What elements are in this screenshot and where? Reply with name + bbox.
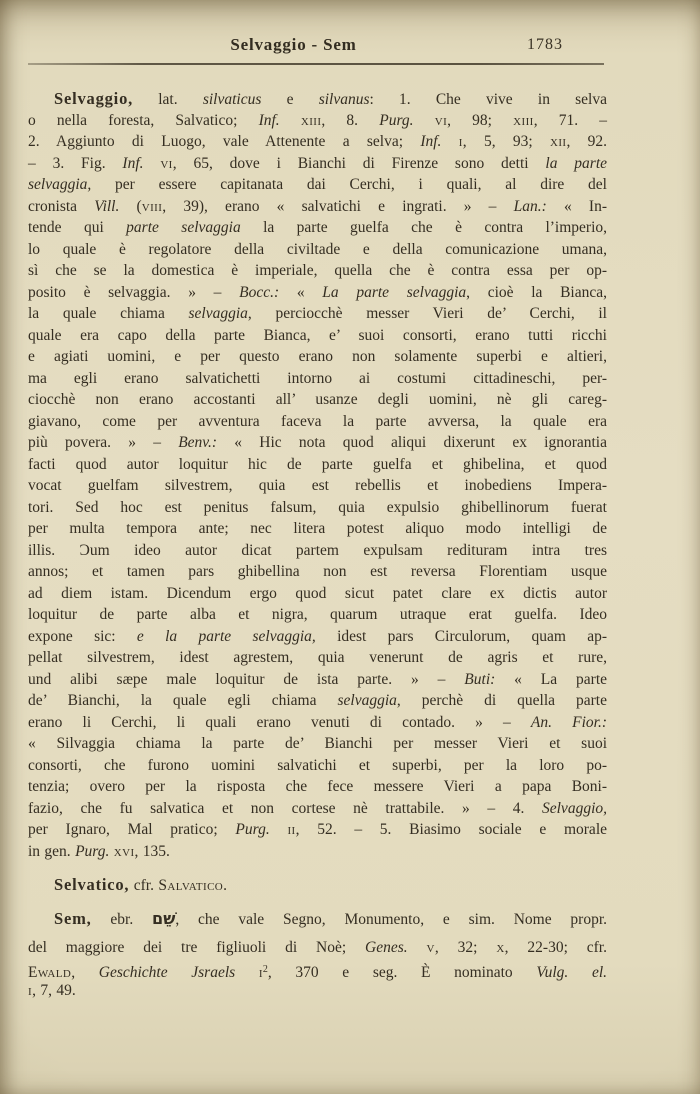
text-segment: tori. Sed hoc est penitus falsum, quia expulsio ghibellinorum fuerat xyxy=(28,498,607,516)
text-line xyxy=(28,497,607,519)
text-segment: – 3. Fig. xyxy=(28,154,123,172)
text-line xyxy=(28,647,607,669)
running-head: Selvaggio - Sem xyxy=(230,35,357,54)
text-segment: vocat guelfam silvestrem, quia est rebellis et inobediens Impera- xyxy=(28,477,607,494)
text-segment: la parte guelfa che è contra l’imperio, xyxy=(240,219,608,236)
text-segment: cronista xyxy=(28,197,95,215)
text-segment: , cioè la Bianca, xyxy=(466,283,607,301)
text-segment: xii xyxy=(549,133,567,150)
text-segment: . xyxy=(223,877,228,894)
dictionary-entries xyxy=(28,88,607,1002)
text-segment: , 52. – 5. Biasimo sociale e morale xyxy=(295,821,608,838)
text-segment: pellat silvestrem, idest agrestem, quia venerunt de agris et rure, xyxy=(28,649,607,666)
text-segment: selvaggia, xyxy=(28,176,92,193)
text-segment: consorti, che furono uomini salvatichi et superbi, per la loro po- xyxy=(28,756,607,774)
text-line xyxy=(28,153,607,175)
text-segment: parte selvaggia xyxy=(126,219,241,236)
headword: Sem, xyxy=(54,908,92,928)
text-segment: Selvaggio, xyxy=(542,799,607,817)
text-segment: lat. xyxy=(133,91,203,108)
text-segment: , 370 e seg. È nominato xyxy=(267,963,537,981)
text-segment: , 71. – xyxy=(533,111,608,129)
text-segment: Geschichte Jsraels xyxy=(98,963,236,981)
text-segment: 2 xyxy=(262,963,268,975)
text-segment: illis. Ɔum ideo autor dicat partem expulsam redituram intra tres xyxy=(28,541,607,559)
text-segment: idest pars Circulorum, quam ap- xyxy=(315,627,607,645)
text-line xyxy=(28,110,607,132)
text-segment: selvaggia xyxy=(337,692,397,709)
text-segment: per essere capitanata dai Cerchi, i quali, al dire del xyxy=(91,176,607,193)
text-line xyxy=(28,325,607,347)
page-number: 1783 xyxy=(527,36,563,53)
text-segment: Inf. xyxy=(258,111,280,129)
text-segment: giavano, come per avventura faceva la parte avversa, la quale era xyxy=(28,412,607,430)
text-segment: per multa tempora ante; nec litera potest aliquo modo intelligi de xyxy=(28,520,607,537)
text-segment: ma egli erano salvatichetti intorno ai costumi cittadineschi, per- xyxy=(28,369,607,387)
text-segment: quale era capo della parte Bianca, e’ suoi consorti, erano tutti ricchi xyxy=(28,326,607,344)
text-line xyxy=(28,908,607,930)
text-segment: xvi xyxy=(113,842,135,860)
entry-paragraph xyxy=(28,908,607,1002)
header-rule xyxy=(28,63,604,65)
text-segment: sì che se la domestica è imperiale, quella che è contra essa per op- xyxy=(28,262,607,279)
text-line xyxy=(28,874,607,896)
text-segment: , xyxy=(71,963,99,981)
text-line xyxy=(28,174,607,196)
text-segment: vi xyxy=(434,111,448,129)
page-header xyxy=(28,35,607,59)
text-segment: loquitur de parte alba et nigra, quarum utraque erat guelfa. Ideo xyxy=(28,606,607,623)
text-line xyxy=(28,239,607,261)
text-segment: Buti: xyxy=(464,670,496,688)
text-segment: , 32; xyxy=(434,939,497,956)
text-segment: Purg. xyxy=(235,821,270,838)
text-line xyxy=(28,411,607,433)
text-segment: o nella foresta, Salvatico; xyxy=(28,111,259,129)
text-segment: selvaggia xyxy=(188,305,248,322)
text-segment: : 1. Che vive in selva xyxy=(369,91,607,108)
text-segment: xiii xyxy=(513,111,534,129)
text-segment: lo quale è regolatore della civiltade e della comunicazione umana, xyxy=(28,240,607,258)
text-segment: per Ignaro, Mal pratico; xyxy=(28,821,236,838)
text-segment: e la parte selvaggia, xyxy=(136,627,316,645)
text-segment: e xyxy=(261,91,319,108)
text-line xyxy=(28,561,607,583)
text-segment: « Hic nota quod aliqui dixerunt ex ignorantia xyxy=(217,434,607,451)
text-segment xyxy=(235,964,259,981)
text-segment: Purg. xyxy=(379,111,414,129)
text-segment: facti quod autor loquitur hic de parte guelfa et ghibelina, et quod xyxy=(28,455,607,473)
text-segment xyxy=(270,821,288,838)
text-segment xyxy=(441,133,458,150)
text-segment: « Silvaggia chiama la parte de’ Bianchi per messer Vieri et suoi xyxy=(28,735,607,752)
headword: Selvatico, xyxy=(54,875,130,894)
text-segment: i xyxy=(28,982,33,999)
headword: Selvaggio, xyxy=(54,89,134,108)
text-segment: ad diem istam. Dicendum ergo quod sicut patet clare ex dictis autor xyxy=(28,584,607,602)
text-segment: , 92. xyxy=(566,133,607,150)
text-segment: i xyxy=(258,963,263,981)
text-segment: « In- xyxy=(546,197,607,215)
text-line xyxy=(28,282,607,304)
text-line xyxy=(28,959,607,981)
hebrew-word: שֵׁם xyxy=(152,908,176,928)
text-segment: Genes. xyxy=(365,939,408,956)
text-segment xyxy=(280,112,301,129)
text-line xyxy=(28,937,607,959)
text-segment: La parte selvaggia xyxy=(322,283,467,301)
text-segment: , perchè di quella parte xyxy=(396,692,607,709)
text-segment: ebr. xyxy=(91,910,153,928)
text-segment: Purg. xyxy=(75,842,110,860)
text-line xyxy=(28,798,607,820)
text-segment: silvanus xyxy=(318,91,370,108)
text-line xyxy=(28,88,607,110)
text-segment: annos; et tamen pars ghibellina non est reversa Florentiam usque xyxy=(28,563,607,580)
text-line xyxy=(28,303,607,325)
text-segment: tenzia; overo per la risposta che fece messere Vieri a papa Boni- xyxy=(28,778,607,795)
text-segment xyxy=(408,939,427,956)
text-segment: Lan.: xyxy=(513,197,547,215)
text-segment: i xyxy=(458,133,463,150)
text-segment: la quale chiama xyxy=(28,305,189,322)
text-line xyxy=(28,980,607,1002)
text-segment: più povera. » – xyxy=(28,434,179,451)
text-segment: erano li Cerchi, li quali erano venuti di contado. » – xyxy=(28,713,531,731)
text-line xyxy=(28,217,607,239)
text-segment: la parte xyxy=(545,154,608,172)
text-segment xyxy=(144,155,161,172)
text-line xyxy=(28,712,607,734)
text-segment: , 65, dove i Bianchi di Firenze sono detti xyxy=(172,154,546,172)
text-segment: de’ Bianchi, la quale egli chiama xyxy=(28,692,338,709)
text-segment: Inf. xyxy=(420,133,442,150)
entry-paragraph xyxy=(28,874,607,896)
text-segment: und alibi sæpe male loquitur de ista parte. » – xyxy=(28,670,465,688)
text-segment: Salvatico xyxy=(158,877,224,894)
text-segment: ( xyxy=(119,197,142,215)
text-segment: x xyxy=(496,939,505,956)
text-line xyxy=(28,346,607,368)
text-line xyxy=(28,583,607,605)
text-line xyxy=(28,776,607,798)
text-segment: , 5, 93; xyxy=(462,133,550,150)
text-segment: del maggiore dei tre figliuoli di Noè; xyxy=(28,939,366,956)
text-segment: silvaticus xyxy=(202,91,262,108)
text-line xyxy=(28,841,607,863)
text-segment: , 8. xyxy=(321,111,380,129)
text-line xyxy=(28,454,607,476)
text-segment: 2. Aggiunto di Luogo, vale Attenente a selva; xyxy=(28,133,421,150)
text-line xyxy=(28,755,607,777)
text-segment: v xyxy=(426,939,435,956)
text-segment: vi xyxy=(160,154,173,172)
text-line xyxy=(28,690,607,712)
entry-paragraph xyxy=(28,88,607,862)
text-segment xyxy=(414,112,435,129)
text-line xyxy=(28,432,607,454)
text-segment: , 98; xyxy=(447,111,514,129)
text-line xyxy=(28,518,607,540)
text-segment: , 39), erano « salvatichi e ingrati. » – xyxy=(162,197,514,215)
text-segment: An. Fior.: xyxy=(530,713,608,731)
text-line xyxy=(28,131,607,153)
text-segment: fazio, che fu salvatica et non cortese nè trattabile. » – 4. xyxy=(28,799,542,817)
text-segment: expone sic: xyxy=(28,627,137,645)
text-line xyxy=(28,196,607,218)
text-segment: tende qui xyxy=(28,219,127,236)
text-segment: Vulg. el. xyxy=(536,963,608,981)
text-line xyxy=(28,819,607,841)
text-segment: ii xyxy=(287,821,296,838)
text-segment: Vill. xyxy=(94,197,120,215)
text-line xyxy=(28,733,607,755)
text-segment: Bocc.: xyxy=(239,283,280,301)
text-segment: « La parte xyxy=(495,670,608,688)
text-segment: cfr. xyxy=(129,877,159,894)
text-segment: in gen. xyxy=(28,842,76,860)
text-segment: viii xyxy=(141,197,163,215)
text-segment: Inf. xyxy=(122,154,144,172)
text-segment: , 135. xyxy=(134,842,170,860)
text-segment: , perciocchè messer Vieri de’ Cerchi, il xyxy=(247,305,607,322)
text-segment: posito è selvaggia. » – xyxy=(28,283,240,301)
text-segment: xiii xyxy=(300,111,322,129)
text-segment: ciocchè non erano accostanti all’ usanze degli uomini, nè gli careg- xyxy=(28,391,607,408)
text-segment: « xyxy=(279,283,323,301)
text-line xyxy=(28,475,607,497)
text-segment: Benv.: xyxy=(178,434,218,451)
text-line xyxy=(28,368,607,390)
text-line xyxy=(28,260,607,282)
text-line xyxy=(28,669,607,691)
text-line xyxy=(28,540,607,562)
text-segment: , che vale Segno, Monumento, e sim. Nome propr. xyxy=(175,910,607,928)
text-line xyxy=(28,604,607,626)
text-segment: , 22-30; cfr. xyxy=(504,939,607,956)
text-segment: Ewald xyxy=(28,963,72,981)
text-segment: , 7, 49. xyxy=(32,982,76,999)
text-segment: e agiati uomini, e per questo erano non solamente superbi e altieri, xyxy=(28,348,607,365)
text-line xyxy=(28,389,607,411)
text-line xyxy=(28,626,607,648)
